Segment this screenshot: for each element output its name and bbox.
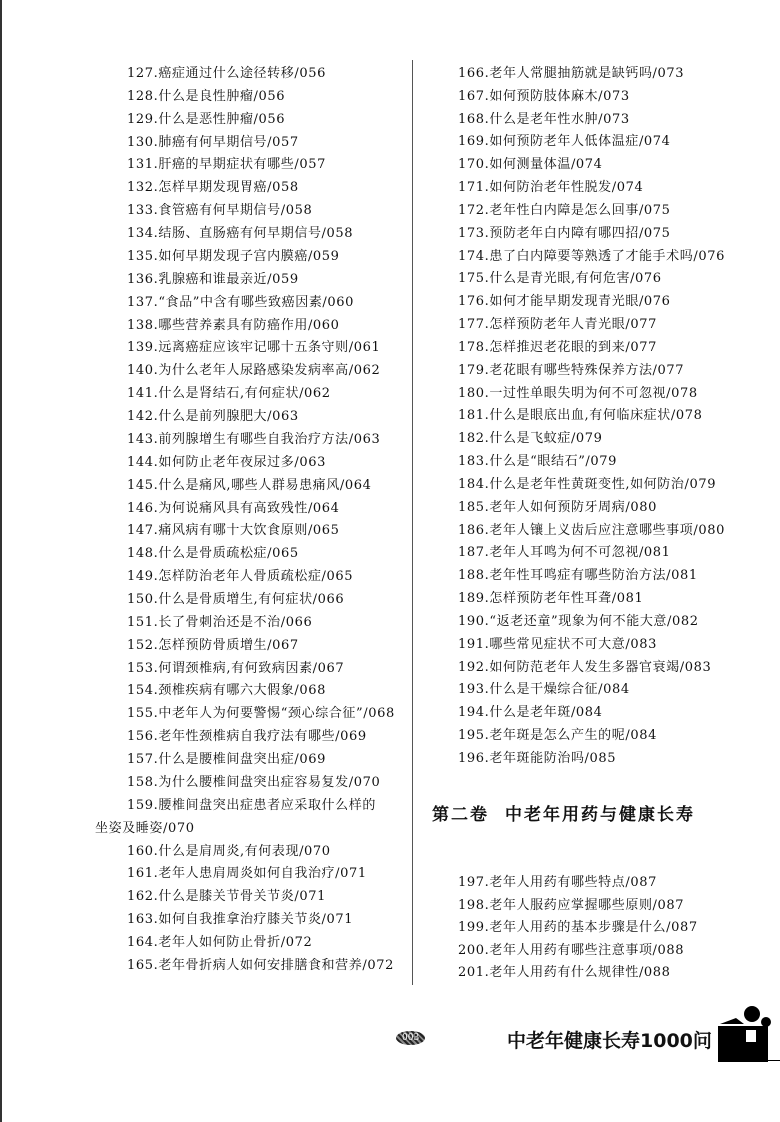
toc-entry: 137.“食品”中含有哪些致癌因素/060 [127, 294, 355, 310]
section-volume: 第二卷 [432, 805, 489, 825]
toc-entry: 194.什么是老年斑/084 [458, 705, 603, 721]
book-title: 中老年健康长寿1000问 [507, 1030, 712, 1052]
toc-entry: 155.中老年人为何要警惕“颈心综合征”/068 [127, 706, 395, 722]
toc-entry: 158.为什么腰椎间盘突出症容易复发/070 [127, 774, 381, 790]
toc-entry: 184.什么是老年性黄斑变性,如何防治/079 [458, 476, 717, 492]
toc-entry: 135.如何早期发现子宫内膜癌/059 [127, 248, 340, 264]
toc-entry: 143.前列腺增生有哪些自我治疗方法/063 [127, 431, 381, 447]
toc-entry: 157.什么是腰椎间盘突出症/069 [127, 752, 326, 768]
toc-entry: 140.为什么老年人尿路感染发病率高/062 [127, 363, 381, 379]
section-title: 中老年用药与健康长寿 [505, 805, 695, 825]
toc-entry: 152.怎样预防骨质增生/067 [127, 637, 299, 653]
toc-entry: 151.长了骨刺治还是不治/066 [127, 614, 313, 630]
elderly-person-illustration [716, 1004, 780, 1062]
toc-entry: 127.癌症通过什么途径转移/056 [127, 66, 326, 81]
section-heading [432, 800, 695, 825]
toc-entry: 183.什么是“眼结石”/079 [458, 454, 618, 470]
toc-entry: 177.怎样预防老年人青光眼/077 [458, 317, 657, 333]
toc-entry: 182.什么是飞蚊症/079 [458, 431, 603, 447]
toc-entry: 193.什么是干燥综合征/084 [458, 682, 630, 698]
toc-entry: 130.肺癌有何早期信号/057 [127, 134, 299, 150]
toc-entry: 164.老年人如何防止骨折/072 [127, 935, 313, 951]
toc-entry: 185.老年人如何预防牙周病/080 [458, 499, 657, 515]
toc-entry: 180.一过性单眼失明为何不可忽视/078 [458, 385, 698, 401]
toc-entry: 200.老年人用药有哪些注意事项/088 [458, 942, 685, 958]
page-number: 003 [396, 1031, 425, 1045]
toc-entry: 166.老年人常腿抽筋就是缺钙吗/073 [458, 66, 685, 81]
toc-entry: 198.老年人服药应掌握哪些原则/087 [458, 897, 685, 913]
toc-entry: 195.老年斑是怎么产生的呢/084 [458, 728, 657, 744]
toc-entry: 192.如何防范老年人发生多器官衰竭/083 [458, 659, 712, 675]
toc-entry: 199.老年人用药的基本步骤是什么/087 [458, 920, 698, 936]
toc-entry: 169.如何预防老年人低体温症/074 [458, 134, 671, 150]
toc-entry: 153.何谓颈椎病,有何致病因素/067 [127, 660, 345, 676]
toc-entry: 167.如何预防肢体麻木/073 [458, 88, 630, 104]
toc-entry: 168.什么是老年性水肿/073 [458, 111, 630, 127]
toc-entry: 133.食管癌有何早期信号/058 [127, 203, 313, 219]
page-edge [0, 0, 2, 1122]
toc-entry: 149.怎样防治老年人骨质疏松症/065 [127, 569, 354, 585]
toc-entry: 187.老年人耳鸣为何不可忽视/081 [458, 545, 671, 561]
toc-entry: 162.什么是膝关节骨关节炎/071 [127, 889, 326, 905]
toc-entry: 138.哪些营养素具有防癌作用/060 [127, 317, 340, 333]
toc-entry: 189.怎样预防老年性耳聋/081 [458, 591, 644, 607]
toc-entry: 156.老年性颈椎病自我疗法有哪些/069 [127, 729, 367, 745]
toc-entry: 165.老年骨折病人如何安排膳食和营养/072 [127, 957, 394, 973]
toc-entry: 144.如何防止老年夜尿过多/063 [127, 454, 326, 470]
toc-entry: 196.老年斑能防治吗/085 [458, 750, 617, 766]
toc-entry: 175.什么是青光眼,有何危害/076 [458, 271, 662, 287]
toc-entry: 131.肝癌的早期症状有哪些/057 [127, 157, 326, 173]
toc-entry: 141.什么是肾结石,有何症状/062 [127, 386, 331, 402]
column-divider [412, 60, 413, 985]
toc-entry: 188.老年性耳鸣症有哪些防治方法/081 [458, 568, 698, 584]
footer-rule [760, 1060, 780, 1061]
toc-entry: 150.什么是骨质增生,有何症状/066 [127, 592, 345, 607]
toc-entry: 170.如何测量体温/074 [458, 157, 603, 173]
toc-entry: 173.预防老年白内障有哪四招/075 [458, 225, 671, 241]
toc-entry: 154.颈椎疾病有哪六大假象/068 [127, 683, 326, 699]
toc-entry: 142.什么是前列腺肥大/063 [127, 409, 299, 425]
toc-entry: 172.老年性白内障是怎么回事/075 [458, 202, 671, 218]
toc-entry: 147.痛风病有哪十大饮食原则/065 [127, 523, 340, 539]
toc-entry: 178.怎样推迟老花眼的到来/077 [458, 339, 657, 355]
toc-entry: 136.乳腺癌和谁最亲近/059 [127, 271, 299, 287]
toc-entry: 159.腰椎间盘突出症患者应采取什么样的 [127, 797, 376, 813]
toc-entry: 171.如何防治老年性脱发/074 [458, 180, 644, 196]
toc-entry: 190.“返老还童”现象为何不能大意/082 [458, 613, 699, 629]
toc-entry: 145.什么是痛风,哪些人群易患痛风/064 [127, 477, 372, 493]
toc-entry: 163.如何自我推拿治疗膝关节炎/071 [127, 912, 354, 928]
toc-entry: 134.结肠、直肠癌有何早期信号/058 [127, 226, 354, 242]
toc-entry: 176.如何才能早期发现青光眼/076 [458, 294, 671, 310]
toc-entry: 186.老年人镶上义齿后应注意哪些事项/080 [458, 522, 725, 538]
toc-entry: 146.为何说痛风具有高致残性/064 [127, 500, 340, 516]
toc-entry-continuation: 坐姿及睡姿/070 [95, 820, 195, 836]
toc-entry: 161.老年人患肩周炎如何自我治疗/071 [127, 866, 367, 882]
toc-entry: 160.什么是肩周炎,有何表现/070 [127, 843, 331, 859]
toc-entry: 201.老年人用药有什么规律性/088 [458, 965, 671, 981]
toc-entry: 191.哪些常见症状不可大意/083 [458, 636, 657, 652]
toc-entry: 128.什么是良性肿瘤/056 [127, 88, 286, 104]
toc-entry: 139.远离癌症应该牢记哪十五条守则/061 [127, 340, 381, 356]
toc-entry: 197.老年人用药有哪些特点/087 [458, 875, 657, 890]
toc-entry: 181.什么是眼底出血,有何临床症状/078 [458, 408, 703, 424]
toc-entry: 179.老花眼有哪些特殊保养方法/077 [458, 362, 685, 378]
toc-entry: 148.什么是骨质疏松症/065 [127, 546, 299, 562]
toc-entry: 174.患了白内障要等熟透了才能手术吗/076 [458, 248, 725, 264]
toc-entry: 129.什么是恶性肿瘤/056 [127, 111, 286, 127]
toc-entry: 132.怎样早期发现胃癌/058 [127, 180, 299, 196]
